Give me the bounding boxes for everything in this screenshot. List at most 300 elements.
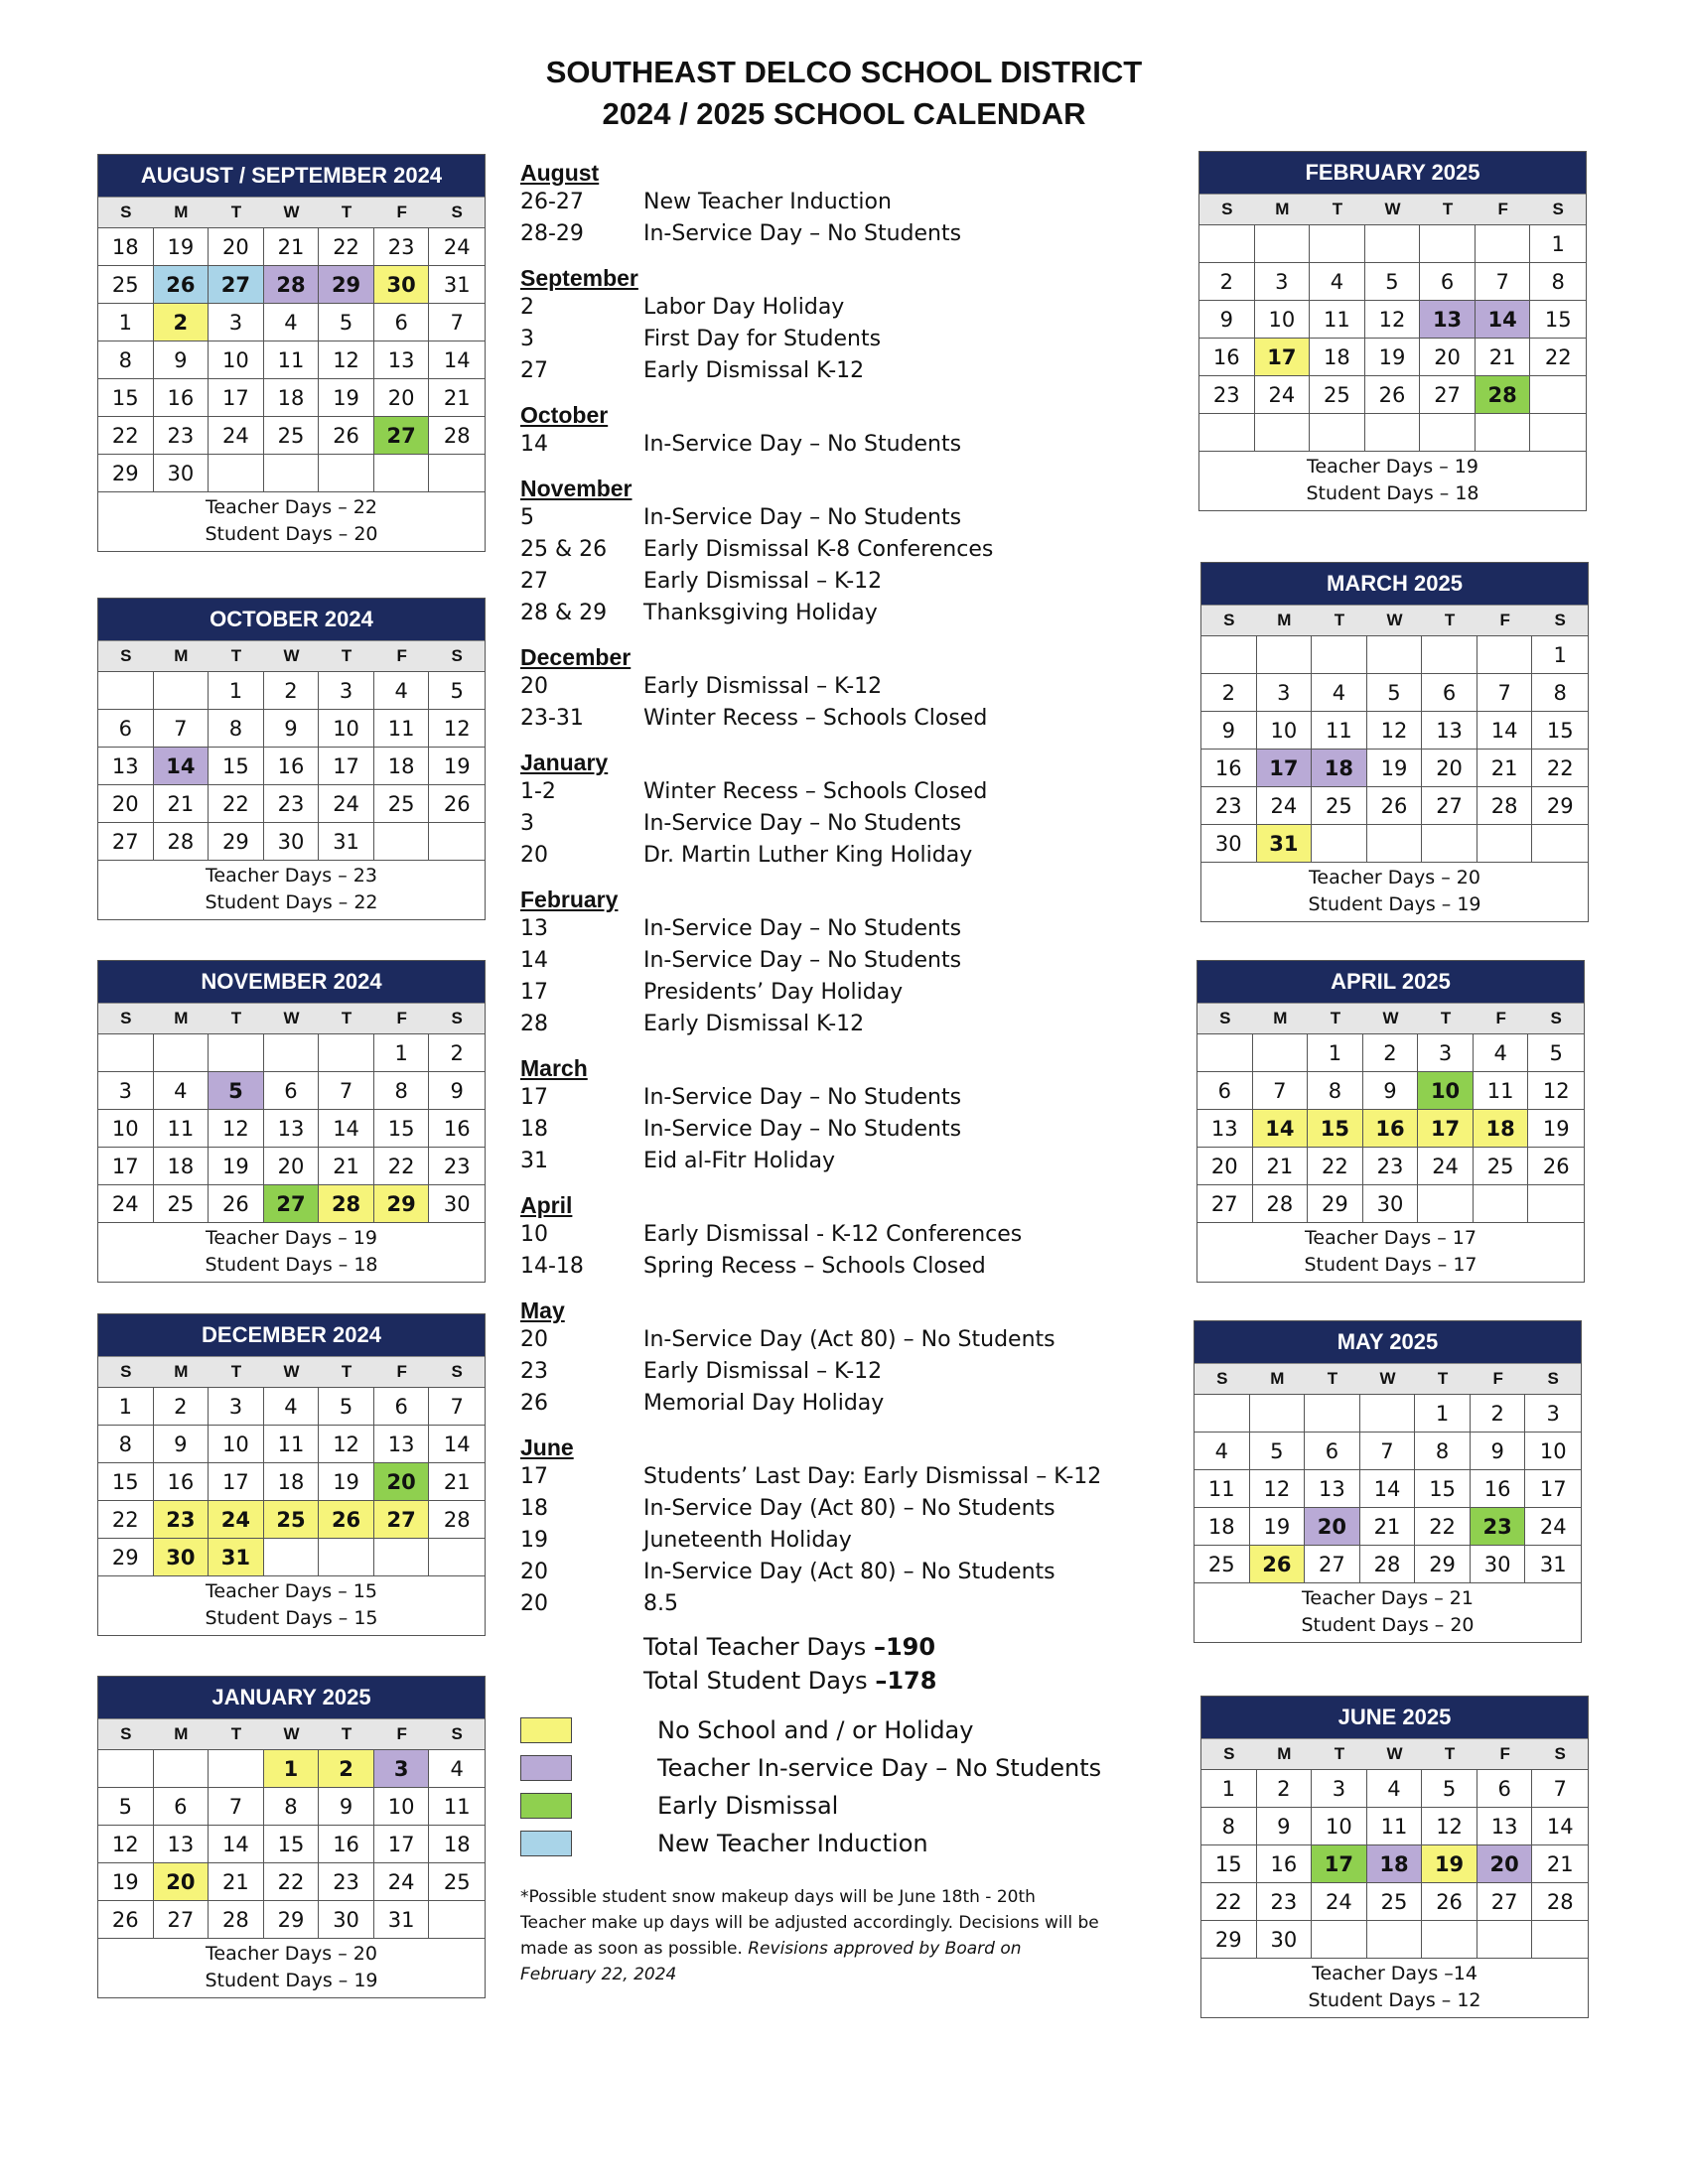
day-cell: 3 — [1525, 1395, 1581, 1433]
day-cell: 3 — [1255, 263, 1311, 301]
event-row — [520, 945, 1176, 977]
day-cell: 9 — [1363, 1072, 1419, 1110]
event-row — [520, 1219, 1176, 1251]
day-cell — [1201, 636, 1257, 674]
day-cell: 6 — [1477, 1770, 1533, 1808]
weekday-label: S — [451, 1362, 463, 1381]
day-cell: 10 — [1525, 1433, 1581, 1470]
month-day-totals — [1201, 863, 1588, 921]
event-description: Early Dismissal - K-12 Conferences — [643, 1222, 1023, 1247]
day-cell: 25 — [264, 1501, 320, 1539]
event-date: 17 — [520, 980, 548, 1005]
legend-item — [520, 1787, 1176, 1825]
day-cell: 22 — [98, 417, 154, 455]
day-cell: 1 — [1532, 636, 1588, 674]
day-cell: 19 — [1365, 339, 1421, 376]
weekday-label: T — [1332, 200, 1343, 218]
event-description: Early Dismissal – K-12 — [643, 674, 883, 699]
weekday-label: M — [174, 203, 189, 221]
day-cell: 6 — [374, 304, 430, 341]
event-description: In-Service Day (Act 80) – No Students — [643, 1560, 1055, 1584]
month-day-totals — [98, 1939, 485, 1997]
day-cell: 22 — [1201, 1883, 1257, 1921]
day-cell: 21 — [429, 379, 485, 417]
day-cell: 24 — [1255, 376, 1311, 414]
day-cell: 29 — [264, 1901, 320, 1939]
event-date: 23 — [520, 1359, 548, 1384]
weekday-label: F — [1499, 611, 1510, 629]
day-grid — [1201, 635, 1588, 863]
weekday-label: T — [230, 646, 242, 665]
totals — [643, 1630, 1176, 1698]
event-row — [520, 671, 1176, 703]
day-cell: 14 — [1476, 301, 1531, 339]
event-month-heading: January — [520, 750, 609, 775]
day-cell — [1530, 376, 1586, 414]
day-cell: 15 — [1201, 1845, 1257, 1883]
event-description: In-Service Day – No Students — [643, 948, 962, 973]
event-group — [520, 643, 1176, 735]
day-cell: 9 — [429, 1072, 485, 1110]
weekday-label: S — [120, 1724, 132, 1743]
month-title: MAY 2025 — [1195, 1321, 1581, 1363]
event-group — [520, 1054, 1176, 1177]
day-cell — [1360, 1395, 1416, 1433]
day-cell: 7 — [154, 710, 210, 748]
event-date: 26-27 — [520, 190, 584, 214]
day-cell: 1 — [98, 1388, 154, 1426]
event-date: 18 — [520, 1117, 548, 1142]
day-cell: 17 — [374, 1826, 430, 1863]
weekday-label: T — [1444, 1744, 1456, 1763]
day-cell — [319, 455, 374, 492]
event-date: 23-31 — [520, 706, 584, 731]
day-cell — [1420, 414, 1476, 452]
day-cell: 20 — [264, 1148, 320, 1185]
day-cell: 27 — [374, 417, 430, 455]
weekday-label: W — [283, 1724, 300, 1743]
day-cell: 15 — [1308, 1110, 1363, 1148]
day-cell — [429, 1901, 485, 1939]
weekday-label: M — [1273, 1009, 1288, 1027]
day-cell: 6 — [98, 710, 154, 748]
weekday-label: F — [1492, 1369, 1503, 1388]
month-title: AUGUST / SEPTEMBER 2024 — [98, 155, 485, 197]
day-cell: 29 — [319, 266, 374, 304]
calendar-jan-2025 — [97, 1676, 486, 1998]
day-cell: 3 — [1312, 1770, 1367, 1808]
total-student-days: Total Student Days –178 — [643, 1667, 937, 1695]
day-cell: 27 — [264, 1185, 320, 1223]
day-cell: 10 — [319, 710, 374, 748]
day-cell: 20 — [374, 379, 430, 417]
day-cell — [319, 1539, 374, 1576]
day-cell: 22 — [1530, 339, 1586, 376]
day-cell: 18 — [1310, 339, 1365, 376]
day-cell: 15 — [98, 1463, 154, 1501]
day-cell: 28 — [1360, 1546, 1416, 1583]
day-cell: 2 — [1471, 1395, 1526, 1433]
weekday-label: S — [1223, 611, 1235, 629]
day-cell: 1 — [1530, 225, 1586, 263]
day-cell: 17 — [209, 379, 264, 417]
event-date: 31 — [520, 1149, 548, 1173]
day-cell: 29 — [209, 823, 264, 861]
day-cell — [1532, 825, 1588, 863]
day-cell — [264, 455, 320, 492]
day-cell: 17 — [319, 748, 374, 785]
day-cell — [98, 1034, 154, 1072]
day-cell — [1195, 1395, 1250, 1433]
day-cell — [154, 1750, 210, 1788]
event-group — [520, 159, 1176, 250]
day-cell: 25 — [1310, 376, 1365, 414]
day-cell: 9 — [154, 341, 210, 379]
day-cell: 23 — [1257, 1883, 1313, 1921]
day-cell: 28 — [1532, 1883, 1588, 1921]
day-cell: 26 — [319, 417, 374, 455]
day-cell: 10 — [1257, 712, 1313, 750]
day-cell: 17 — [1418, 1110, 1474, 1148]
day-cell: 19 — [1367, 750, 1423, 787]
day-cell — [319, 1034, 374, 1072]
day-cell: 12 — [1365, 301, 1421, 339]
day-cell: 8 — [1201, 1808, 1257, 1845]
day-cell — [209, 455, 264, 492]
month-title: APRIL 2025 — [1197, 961, 1584, 1003]
day-cell — [1532, 1921, 1588, 1959]
day-cell: 11 — [429, 1788, 485, 1826]
day-cell: 4 — [429, 1750, 485, 1788]
day-cell: 9 — [319, 1788, 374, 1826]
event-group — [520, 886, 1176, 1040]
day-cell: 4 — [264, 304, 320, 341]
weekday-label: W — [1384, 200, 1401, 218]
day-grid — [98, 1033, 485, 1223]
day-grid — [98, 1749, 485, 1939]
weekday-label: M — [1277, 1744, 1292, 1763]
teacher-days: Teacher Days –14 — [1312, 1963, 1477, 1984]
day-cell: 2 — [154, 1388, 210, 1426]
day-cell: 17 — [1257, 750, 1313, 787]
event-row — [520, 1009, 1176, 1040]
day-cell: 9 — [1199, 301, 1255, 339]
total-teacher-days: Total Teacher Days –190 — [643, 1633, 936, 1661]
weekday-label: T — [1442, 200, 1454, 218]
day-cell: 27 — [1477, 1883, 1533, 1921]
day-cell: 31 — [1525, 1546, 1581, 1583]
event-date: 17 — [520, 1464, 548, 1489]
day-cell: 15 — [264, 1826, 320, 1863]
day-cell: 24 — [98, 1185, 154, 1223]
event-row — [520, 324, 1176, 355]
day-cell: 18 — [374, 748, 430, 785]
day-cell: 7 — [1477, 674, 1533, 712]
event-description: In-Service Day – No Students — [643, 811, 962, 836]
legend-swatch — [520, 1755, 572, 1781]
day-cell: 4 — [264, 1388, 320, 1426]
day-cell: 14 — [319, 1110, 374, 1148]
month-day-totals — [98, 861, 485, 919]
event-description: New Teacher Induction — [643, 190, 892, 214]
day-cell: 1 — [1415, 1395, 1471, 1433]
legend-swatch — [520, 1793, 572, 1819]
event-row — [520, 1356, 1176, 1388]
weekday-label: S — [451, 203, 463, 221]
day-cell: 18 — [429, 1826, 485, 1863]
day-grid — [1199, 224, 1586, 452]
event-description: Thanksgiving Holiday — [643, 601, 878, 625]
day-cell: 25 — [154, 1185, 210, 1223]
day-cell: 2 — [154, 304, 210, 341]
day-cell: 10 — [374, 1788, 430, 1826]
day-cell: 19 — [319, 379, 374, 417]
day-cell — [1420, 225, 1476, 263]
weekday-label: S — [1552, 200, 1564, 218]
student-days: Student Days – 19 — [1308, 893, 1481, 915]
teacher-days: Teacher Days – 23 — [206, 865, 377, 887]
day-cell: 23 — [1471, 1508, 1526, 1546]
day-cell: 3 — [209, 1388, 264, 1426]
legend-item — [520, 1749, 1176, 1787]
day-cell: 16 — [1363, 1110, 1419, 1148]
event-date: 20 — [520, 1560, 548, 1584]
event-description: Students’ Last Day: Early Dismissal – K-12 — [643, 1464, 1102, 1489]
day-cell: 14 — [1253, 1110, 1309, 1148]
weekday-label: F — [1497, 200, 1508, 218]
day-cell — [154, 1034, 210, 1072]
day-cell: 8 — [1530, 263, 1586, 301]
day-cell — [1257, 636, 1313, 674]
event-description: 8.5 — [643, 1591, 678, 1616]
day-cell — [154, 672, 210, 710]
day-cell: 26 — [429, 785, 485, 823]
day-cell: 25 — [429, 1863, 485, 1901]
day-cell — [209, 1034, 264, 1072]
day-cell: 24 — [209, 417, 264, 455]
teacher-days: Teacher Days – 22 — [206, 496, 377, 518]
day-cell: 27 — [1305, 1546, 1360, 1583]
day-cell — [1476, 414, 1531, 452]
legend-label: No School and / or Holiday — [657, 1716, 974, 1744]
day-cell: 6 — [1305, 1433, 1360, 1470]
event-description: In-Service Day – No Students — [643, 1085, 962, 1110]
event-description: Early Dismissal K-12 — [643, 1012, 865, 1036]
event-group — [520, 1297, 1176, 1420]
day-cell: 28 — [1253, 1185, 1309, 1223]
weekday-label: F — [396, 1724, 407, 1743]
day-cell: 5 — [1528, 1034, 1584, 1072]
event-date: 28 & 29 — [520, 601, 608, 625]
event-row — [520, 355, 1176, 387]
day-cell: 8 — [374, 1072, 430, 1110]
event-date: 18 — [520, 1496, 548, 1521]
day-cell: 25 — [1474, 1148, 1529, 1185]
weekday-label: S — [1547, 1369, 1559, 1388]
event-row — [520, 1493, 1176, 1525]
event-date: 27 — [520, 358, 548, 383]
day-cell: 3 — [98, 1072, 154, 1110]
weekday-label: T — [1437, 1369, 1449, 1388]
weekday-label: S — [1550, 1009, 1562, 1027]
day-cell: 22 — [374, 1148, 430, 1185]
day-cell: 2 — [1363, 1034, 1419, 1072]
day-cell: 11 — [1195, 1470, 1250, 1508]
day-cell: 11 — [1367, 1808, 1423, 1845]
day-cell: 2 — [1257, 1770, 1313, 1808]
day-cell: 30 — [429, 1185, 485, 1223]
day-cell: 19 — [98, 1863, 154, 1901]
day-cell — [429, 455, 485, 492]
event-row — [520, 1082, 1176, 1114]
day-cell: 4 — [154, 1072, 210, 1110]
day-cell: 6 — [374, 1388, 430, 1426]
day-cell — [98, 672, 154, 710]
day-cell: 13 — [154, 1826, 210, 1863]
day-cell: 20 — [374, 1463, 430, 1501]
event-row — [520, 808, 1176, 840]
day-cell: 13 — [1305, 1470, 1360, 1508]
day-cell: 25 — [1195, 1546, 1250, 1583]
weekday-label: S — [1219, 1009, 1231, 1027]
day-cell: 31 — [374, 1901, 430, 1939]
weekday-label: S — [1221, 200, 1233, 218]
event-group — [520, 401, 1176, 461]
day-cell — [1477, 636, 1533, 674]
day-cell — [264, 1539, 320, 1576]
day-cell: 20 — [1477, 1845, 1533, 1883]
month-title: MARCH 2025 — [1201, 563, 1588, 605]
day-cell: 20 — [1197, 1148, 1253, 1185]
day-cell: 9 — [1201, 712, 1257, 750]
day-cell — [1367, 636, 1423, 674]
day-cell: 23 — [429, 1148, 485, 1185]
day-cell — [429, 823, 485, 861]
weekday-label: F — [1495, 1009, 1506, 1027]
day-cell: 11 — [1474, 1072, 1529, 1110]
day-cell — [1528, 1185, 1584, 1223]
day-cell — [1477, 1921, 1533, 1959]
footnote-line-1: *Possible student snow makeup days will be June 18th - 20th — [520, 1887, 1036, 1907]
weekday-label: M — [174, 1362, 189, 1381]
day-cell — [374, 1539, 430, 1576]
day-cell: 3 — [209, 304, 264, 341]
day-cell: 1 — [1308, 1034, 1363, 1072]
page-title — [0, 52, 1688, 135]
day-cell: 25 — [264, 417, 320, 455]
weekday-label: M — [1270, 1369, 1285, 1388]
event-month-heading: April — [520, 1192, 573, 1218]
event-row — [520, 1388, 1176, 1420]
calendar-year-title: 2024 / 2025 SCHOOL CALENDAR — [602, 96, 1086, 131]
teacher-days: Teacher Days – 19 — [1307, 456, 1478, 478]
day-cell: 5 — [1365, 263, 1421, 301]
day-cell: 19 — [319, 1463, 374, 1501]
day-grid — [1197, 1033, 1584, 1223]
teacher-days: Teacher Days – 17 — [1305, 1227, 1477, 1249]
event-group — [520, 475, 1176, 629]
day-cell: 13 — [1197, 1110, 1253, 1148]
day-cell: 2 — [319, 1750, 374, 1788]
student-days: Student Days – 19 — [205, 1970, 378, 1991]
day-cell: 25 — [374, 785, 430, 823]
day-cell: 23 — [1199, 376, 1255, 414]
day-cell: 7 — [429, 1388, 485, 1426]
event-description: In-Service Day (Act 80) – No Students — [643, 1496, 1055, 1521]
day-cell: 7 — [1476, 263, 1531, 301]
event-date: 28-29 — [520, 221, 584, 246]
day-cell: 21 — [1476, 339, 1531, 376]
day-cell: 5 — [1367, 674, 1423, 712]
day-cell: 22 — [1308, 1148, 1363, 1185]
day-cell: 23 — [264, 785, 320, 823]
day-cell: 1 — [374, 1034, 430, 1072]
day-cell: 30 — [1471, 1546, 1526, 1583]
day-cell: 9 — [154, 1426, 210, 1463]
day-cell: 24 — [209, 1501, 264, 1539]
day-cell: 11 — [264, 1426, 320, 1463]
weekday-label: M — [174, 646, 189, 665]
day-cell: 27 — [1422, 787, 1477, 825]
day-cell: 8 — [98, 1426, 154, 1463]
day-cell: 28 — [429, 417, 485, 455]
day-cell: 5 — [319, 304, 374, 341]
day-cell — [374, 455, 430, 492]
day-cell: 27 — [209, 266, 264, 304]
day-cell: 5 — [98, 1788, 154, 1826]
day-cell: 10 — [209, 341, 264, 379]
weekday-header — [1201, 1738, 1588, 1769]
event-date: 3 — [520, 327, 534, 351]
day-cell — [1530, 414, 1586, 452]
day-cell: 11 — [1310, 301, 1365, 339]
event-group — [520, 264, 1176, 387]
day-cell: 22 — [98, 1501, 154, 1539]
day-cell — [1422, 825, 1477, 863]
event-description: Winter Recess – Schools Closed — [643, 706, 988, 731]
weekday-label: F — [1499, 1744, 1510, 1763]
teacher-days: Teacher Days – 20 — [206, 1943, 377, 1965]
footnote-line-4: February 22, 2024 — [520, 1965, 677, 1984]
event-row — [520, 703, 1176, 735]
weekday-header — [1201, 605, 1588, 635]
event-date: 20 — [520, 1591, 548, 1616]
day-cell: 4 — [1312, 674, 1367, 712]
event-description: In-Service Day – No Students — [643, 916, 962, 941]
weekday-label: S — [451, 1009, 463, 1027]
event-description: Early Dismissal – K-12 — [643, 1359, 883, 1384]
day-cell: 3 — [319, 672, 374, 710]
footnote-line-3: made as soon as possible. Revisions approved by Board on — [520, 1939, 1022, 1959]
weekday-header — [1199, 194, 1586, 224]
student-days: Student Days – 18 — [205, 1254, 378, 1276]
day-cell: 28 — [319, 1185, 374, 1223]
day-cell: 22 — [1532, 750, 1588, 787]
day-cell: 12 — [319, 1426, 374, 1463]
teacher-days: Teacher Days – 20 — [1309, 867, 1480, 888]
day-cell: 24 — [429, 228, 485, 266]
legend-label: New Teacher Induction — [657, 1830, 928, 1857]
day-cell: 6 — [1422, 674, 1477, 712]
day-cell: 6 — [1197, 1072, 1253, 1110]
day-cell: 1 — [264, 1750, 320, 1788]
day-cell: 26 — [209, 1185, 264, 1223]
day-cell: 24 — [1418, 1148, 1474, 1185]
day-cell: 20 — [209, 228, 264, 266]
event-date: 17 — [520, 1085, 548, 1110]
day-cell — [1365, 414, 1421, 452]
day-cell: 21 — [264, 228, 320, 266]
